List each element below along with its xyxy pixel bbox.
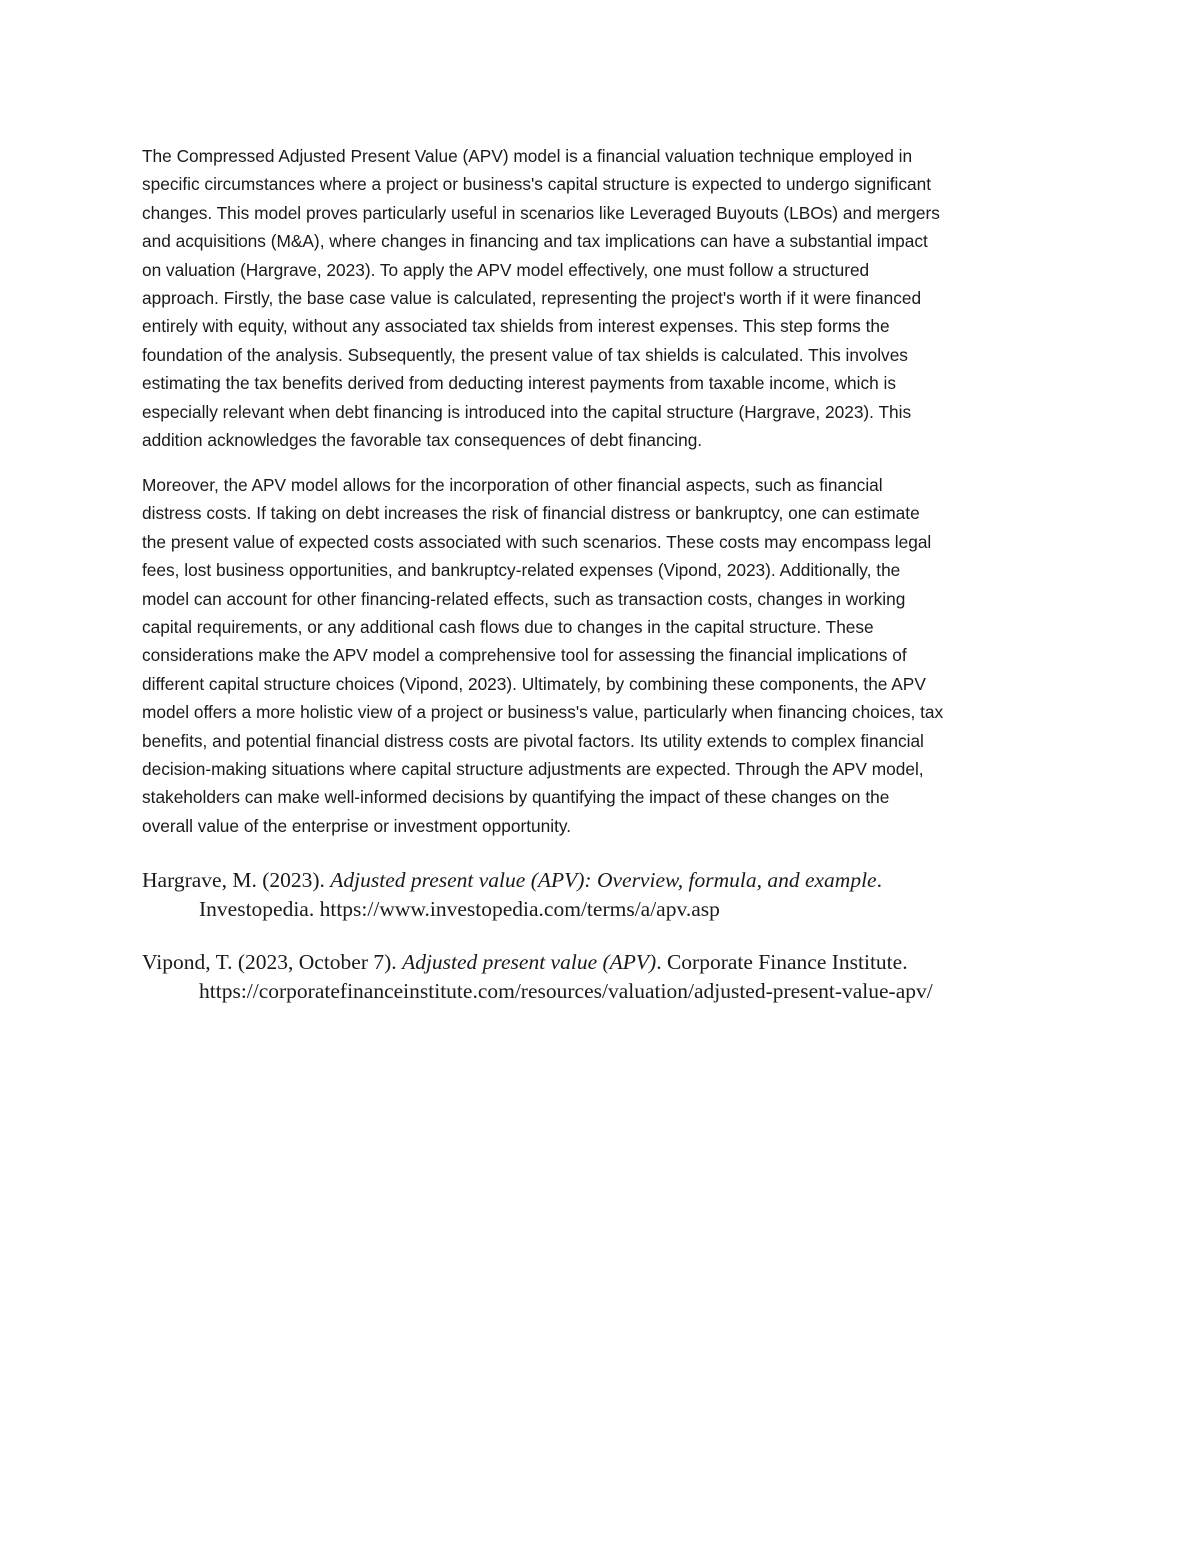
reference-title: Adjusted present value (APV): Overview, formula, and example: [330, 868, 877, 892]
reference-author-date: Vipond, T. (2023, October 7).: [142, 950, 403, 974]
body-paragraph-2: Moreover, the APV model allows for the incorporation of other financial aspects, such as financial distress costs. If taking on debt increases the risk of financial distress or bankruptcy, one can estimate the present value of expected costs associated with such scenarios. These costs may encompass legal fees, lost business opportunities, and bankruptcy-related expenses (Vipond, 2023). Additionally, the model can account for other financing-related effects, such as transaction costs, changes in working capital requirements, or any additional cash flows due to changes in the capital structure. These considerations make the APV model a comprehensive tool for assessing the financial implications of different capital structure choices (Vipond, 2023). Ultimately, by combining these components, the APV model offers a more holistic view of a project or business's value, particularly when financing choices, tax benefits, and potential financial distress costs are pivotal factors. Its utility extends to complex financial decision-making situations where capital structure adjustments are expected. Through the APV model, stakeholders can make well-informed decisions by quantifying the impact of these changes on the overall value of the enterprise or investment opportunity.: [142, 475, 944, 836]
reference-author-date: Hargrave, M. (2023).: [142, 868, 331, 892]
reference-title: Adjusted present value (APV): [402, 950, 657, 974]
reference-tail: .: [876, 868, 882, 892]
reference-source-link[interactable]: Investopedia. https://www.investopedia.com/terms/a/apv.asp: [199, 897, 720, 921]
reference-source-link[interactable]: https://corporatefinanceinstitute.com/resources/valuation/adjusted-present-value-apv/: [199, 979, 933, 1003]
reference-tail: . Corporate Finance Institute.: [656, 950, 908, 974]
reference-hargrave: [142, 866, 1082, 924]
reference-vipond: [142, 948, 1082, 1006]
body-paragraph-1: The Compressed Adjusted Present Value (APV) model is a financial valuation technique employed in specific circumstances where a project or business's capital structure is expected to undergo significant changes. This model proves particularly useful in scenarios like Leveraged Buyouts (LBOs) and mergers and acquisitions (M&A), where changes in financing and tax implications can have a substantial impact on valuation (Hargrave, 2023). To apply the APV model effectively, one must follow a structured approach. Firstly, the base case value is calculated, representing the project's worth if it were financed entirely with equity, without any associated tax shields from interest expenses. This step forms the foundation of the analysis. Subsequently, the present value of tax shields is calculated. This involves estimating the tax benefits derived from deducting interest payments from taxable income, which is especially relevant when debt financing is introduced into the capital structure (Hargrave, 2023). This addition acknowledges the favorable tax consequences of debt financing.: [142, 146, 940, 451]
